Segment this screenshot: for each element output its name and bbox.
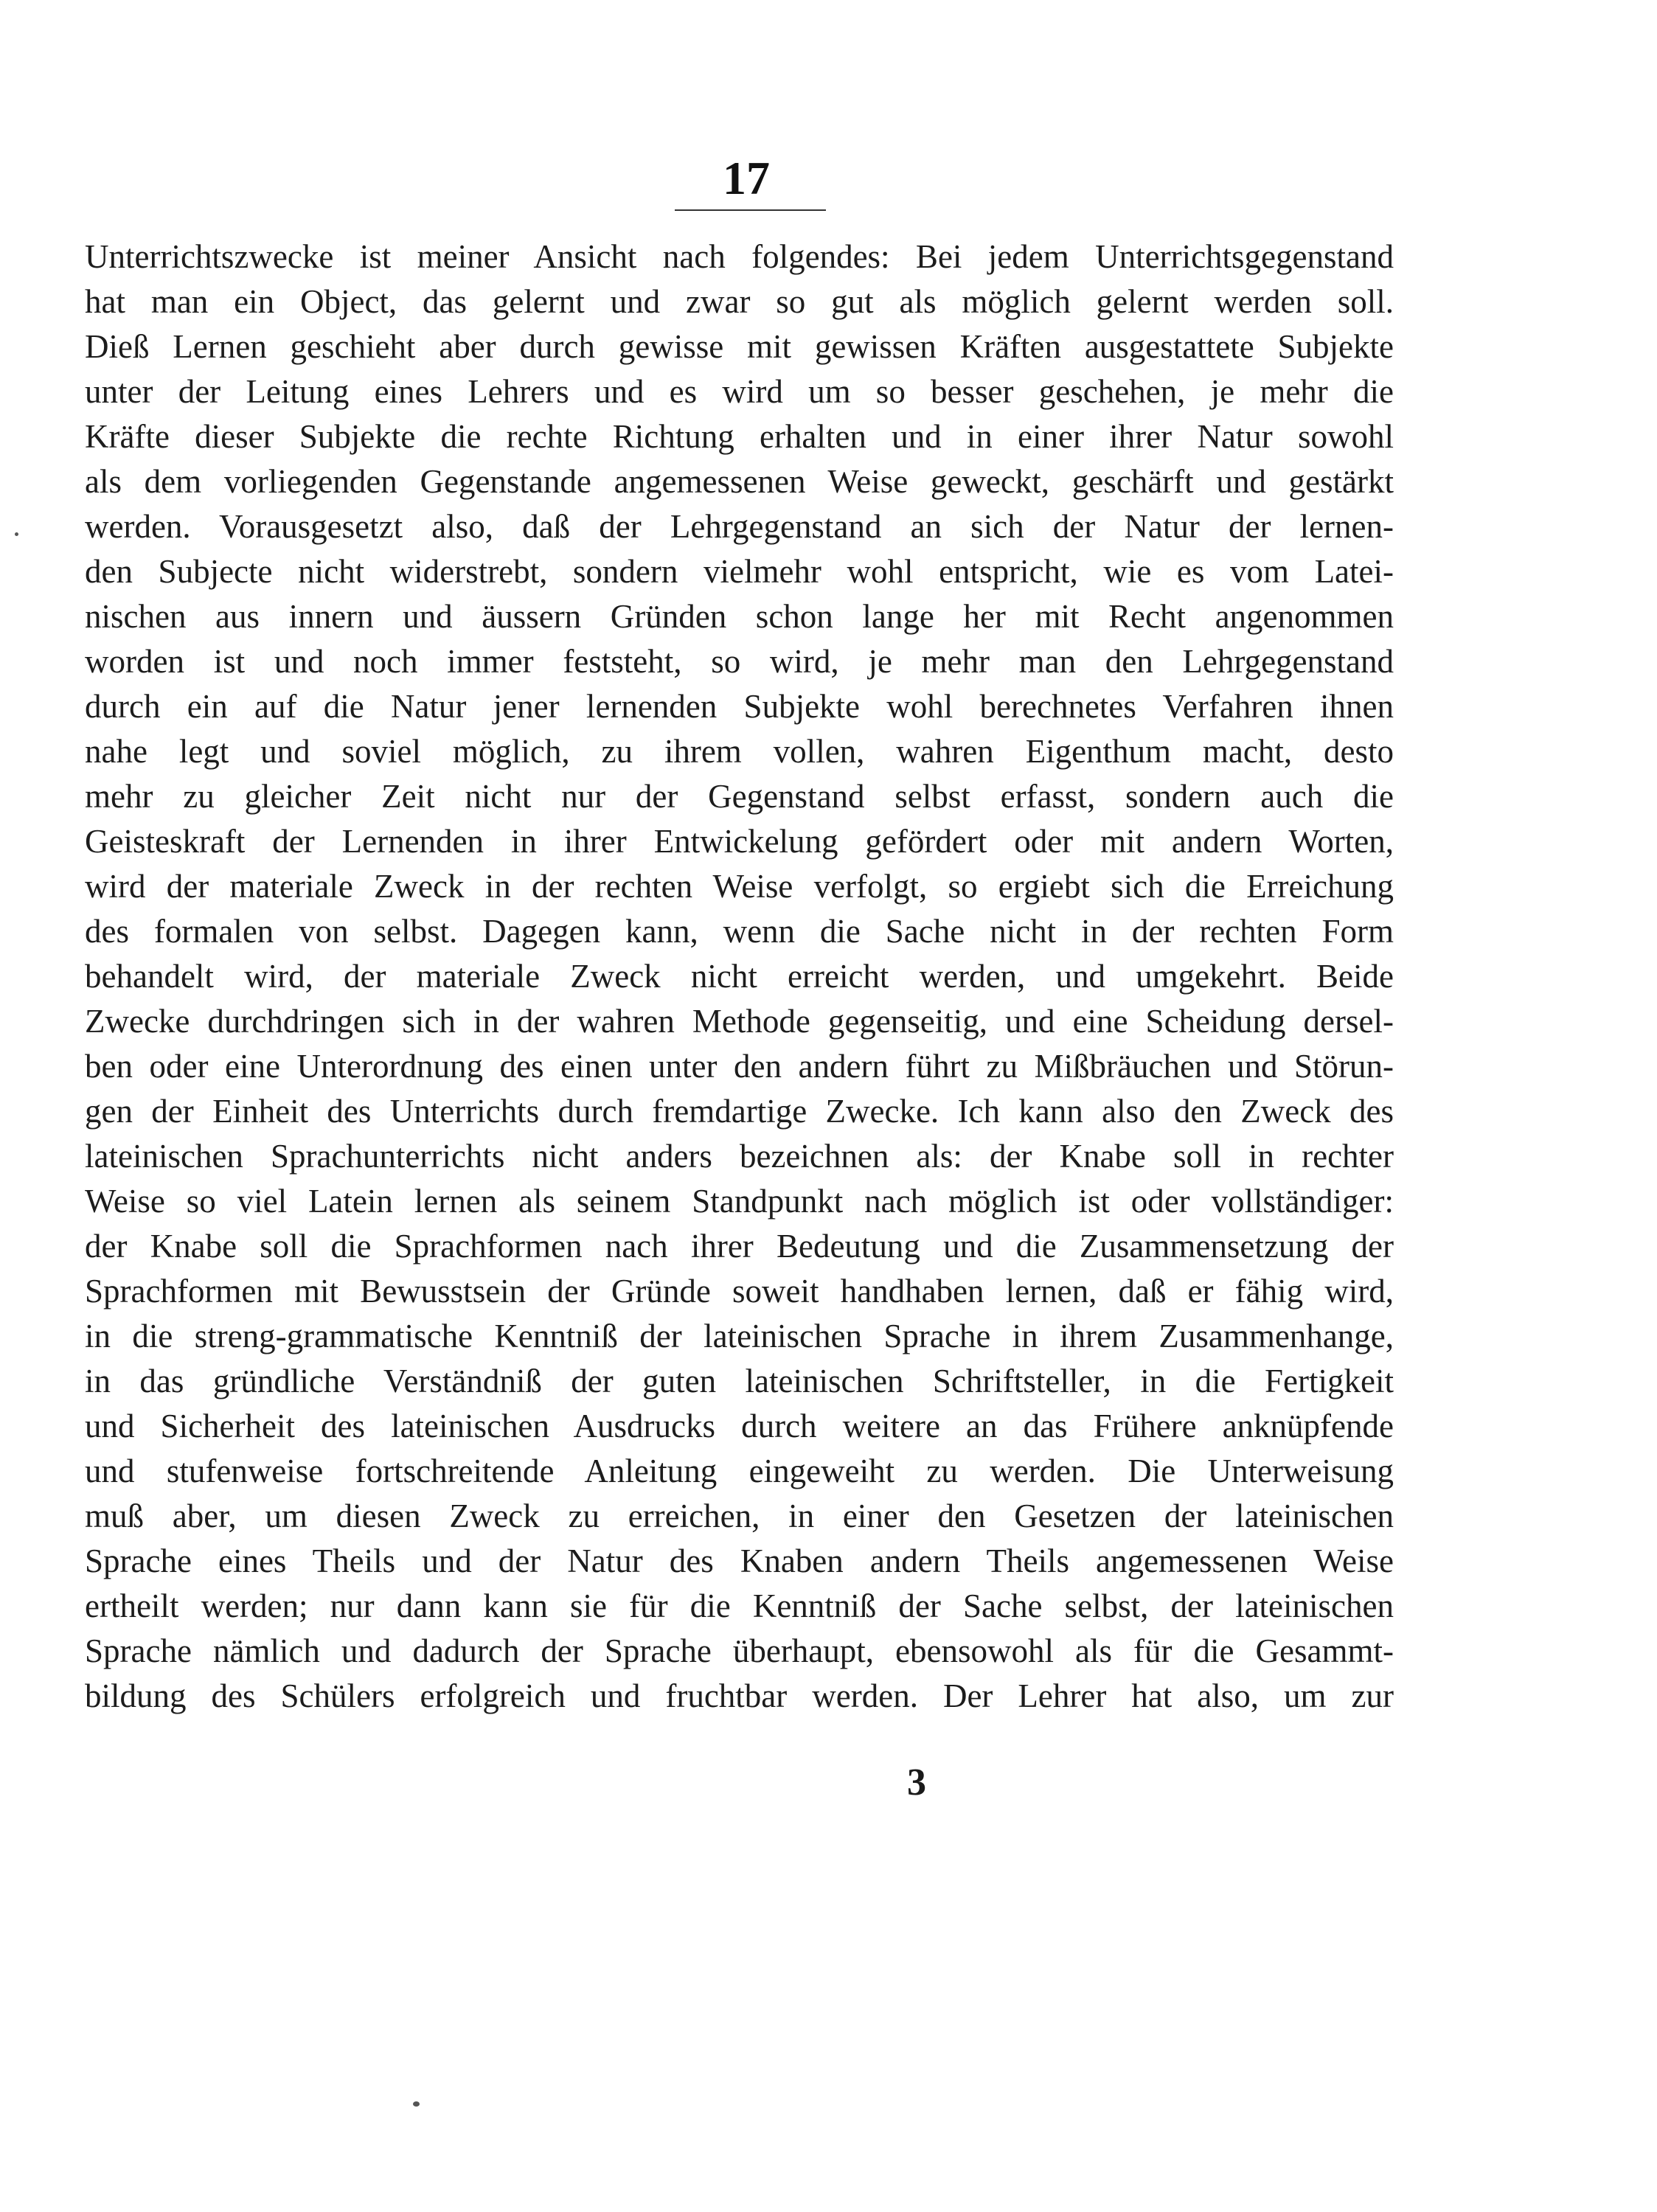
text-line: Geisteskraft der Lernenden in ihrer Entwickelung gefördert oder mit andern Worten, <box>85 823 1394 860</box>
text-line: Kräfte dieser Subjekte die rechte Richtung erhalten und in einer ihrer Natur sowohl <box>85 418 1394 455</box>
paper-speck <box>15 532 18 536</box>
page-number: 17 <box>723 152 770 204</box>
text-line: und stufenweise fortschreitende Anleitung eingeweiht zu werden. Die Unterweisung <box>85 1453 1394 1489</box>
text-line: hat man ein Object, das gelernt und zwar so gut als möglich gelernt werden soll. <box>85 283 1394 320</box>
text-line: in das gründliche Verständniß der guten lateinischen Schriftsteller, in die Fertigkeit <box>85 1363 1394 1399</box>
text-line: und Sicherheit des lateinischen Ausdrucks durch weitere an das Frühere anknüpfende <box>85 1408 1394 1444</box>
text-line: muß aber, um diesen Zweck zu erreichen, in einer den Gesetzen der lateinischen <box>85 1498 1394 1534</box>
text-line: des formalen von selbst. Dagegen kann, wenn die Sache nicht in der rechten Form <box>85 913 1394 950</box>
text-line: Zwecke durchdringen sich in der wahren Methode gegenseitig, und eine Scheidung dersel- <box>85 1003 1394 1040</box>
text-line: unter der Leitung eines Lehrers und es wird um so besser geschehen, je mehr die <box>85 373 1394 410</box>
text-line: worden ist und noch immer feststeht, so wird, je mehr man den Lehrgegenstand <box>85 643 1394 680</box>
text-line: Sprache eines Theils und der Natur des Knaben andern Theils angemessenen Weise <box>85 1543 1394 1579</box>
text-line: mehr zu gleicher Zeit nicht nur der Gegenstand selbst erfasst, sondern auch die <box>85 778 1394 815</box>
text-line: nischen aus innern und äussern Gründen schon lange her mit Recht angenommen <box>85 598 1394 635</box>
text-line: ertheilt werden; nur dann kann sie für die Kenntniß der Sache selbst, der lateinischen <box>85 1587 1394 1624</box>
text-line: den Subjecte nicht widerstrebt, sondern vielmehr wohl entspricht, wie es vom Latei- <box>85 553 1394 590</box>
text-line: der Knabe soll die Sprachformen nach ihrer Bedeutung und die Zusammensetzung der <box>85 1228 1394 1265</box>
text-line: als dem vorliegenden Gegenstande angemessenen Weise geweckt, geschärft und gestärkt <box>85 463 1394 500</box>
text-line: Dieß Lernen geschieht aber durch gewisse mit gewissen Kräften ausgestattete Subjekte <box>85 328 1394 365</box>
text-line: ben oder eine Unterordnung des einen unter den andern führt zu Mißbräuchen und Störun- <box>85 1048 1394 1085</box>
text-line: gen der Einheit des Unterrichts durch fremdartige Zwecke. Ich kann also den Zweck des <box>85 1093 1394 1130</box>
text-line: behandelt wird, der materiale Zweck nicht erreicht werden, und umgekehrt. Beide <box>85 958 1394 995</box>
text-line: Unterrichtszwecke ist meiner Ansicht nach folgendes: Bei jedem Unterrichtsgegenstand <box>85 238 1394 275</box>
text-line: in die streng-grammatische Kenntniß der lateinischen Sprache in ihrem Zusammenhange, <box>85 1318 1394 1354</box>
text-line: Sprache nämlich und dadurch der Sprache überhaupt, ebensowohl als für die Gesammt- <box>85 1632 1394 1669</box>
paper-speck <box>413 2101 420 2107</box>
header-rule <box>675 209 826 211</box>
text-line: wird der materiale Zweck in der rechten Weise verfolgt, so ergiebt sich die Erreichung <box>85 868 1394 905</box>
body-text <box>85 234 1394 1719</box>
text-line: durch ein auf die Natur jener lernenden Subjekte wohl berechnetes Verfahren ihnen <box>85 688 1394 725</box>
text-line: nahe legt und soviel möglich, zu ihrem vollen, wahren Eigenthum macht, desto <box>85 733 1394 770</box>
text-line: Sprachformen mit Bewusstsein der Gründe soweit handhaben lernen, daß er fähig wird, <box>85 1273 1394 1310</box>
text-line: werden. Vorausgesetzt also, daß der Lehrgegenstand an sich der Natur der lernen- <box>85 508 1394 545</box>
text-line: lateinischen Sprachunterrichts nicht anders bezeichnen als: der Knabe soll in rechter <box>85 1138 1394 1175</box>
signature-mark: 3 <box>907 1761 926 1804</box>
text-line: Weise so viel Latein lernen als seinem Standpunkt nach möglich ist oder vollständiger: <box>85 1183 1394 1220</box>
text-line: bildung des Schülers erfolgreich und fruchtbar werden. Der Lehrer hat also, um zur <box>85 1677 1394 1714</box>
